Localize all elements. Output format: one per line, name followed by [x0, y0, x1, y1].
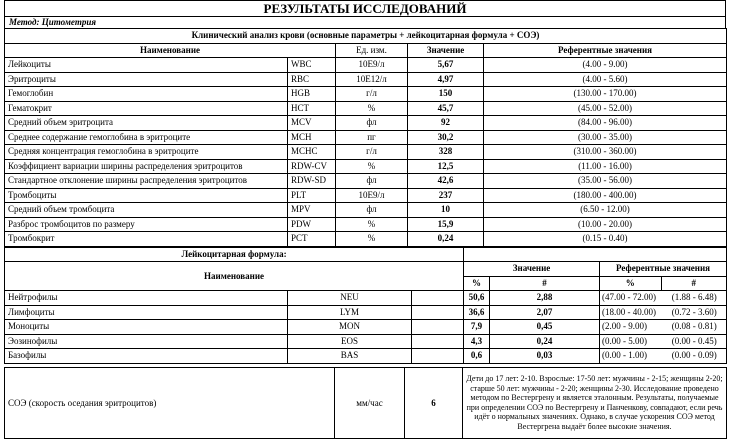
param-reference: (310.00 - 360.00)	[484, 145, 727, 160]
param-code: MCHC	[288, 145, 336, 160]
param-value: 0,24	[408, 232, 484, 247]
leuko-pct: 36,6	[464, 305, 490, 320]
method-label: Метод: Цитометрия	[4, 17, 726, 28]
leuko-header-reference: Референтные значения	[600, 262, 727, 277]
leuko-abs: 2,88	[490, 291, 600, 306]
header-value: Значение	[408, 43, 484, 58]
param-code: MCH	[288, 130, 336, 145]
param-reference: (0.15 - 0.40)	[484, 232, 727, 247]
leuko-code: EOS	[288, 334, 412, 349]
param-reference: (4.00 - 9.00)	[484, 58, 727, 73]
param-value: 237	[408, 188, 484, 203]
leuko-name: Моноциты	[5, 320, 288, 335]
table-row	[5, 72, 727, 87]
param-code: WBC	[288, 58, 336, 73]
table-row	[5, 203, 727, 218]
leuko-name: Нейтрофилы	[5, 291, 288, 306]
param-value: 92	[408, 116, 484, 131]
param-reference: (35.00 - 56.00)	[484, 174, 727, 189]
table-row	[5, 159, 727, 174]
table-row	[5, 174, 727, 189]
param-code: RDW-CV	[288, 159, 336, 174]
table-row	[5, 291, 727, 306]
table-row	[5, 334, 727, 349]
param-reference: (130.00 - 170.00)	[484, 87, 727, 102]
param-unit: фл	[336, 116, 408, 131]
results-page	[4, 0, 726, 439]
param-code: PCT	[288, 232, 336, 247]
param-value: 15,9	[408, 217, 484, 232]
param-name: Средний объем тромбоцита	[5, 203, 288, 218]
esr-table	[4, 367, 727, 439]
leuko-name: Базофилы	[5, 349, 288, 364]
param-value: 5,67	[408, 58, 484, 73]
param-reference: (180.00 - 400.00)	[484, 188, 727, 203]
param-name: Тромбоциты	[5, 188, 288, 203]
main-results-body	[5, 58, 727, 247]
leuko-abs: 2,07	[490, 305, 600, 320]
leuko-abs: 0,03	[490, 349, 600, 364]
header-reference: Референтные значения	[484, 43, 727, 58]
table-row	[5, 232, 727, 247]
esr-value: 6	[405, 367, 463, 438]
esr-note: Дети до 17 лет: 2-10. Взрослые: 17-50 лет: мужчины - 2-15; женщины 2-20; старше 50 лет: мужчины - 2-20; женщины 2-30. Исследование проведено методом по Вестергрену и является эталонным. Результаты, получаемые при определении СОЭ по Вестергрену и Панченкову, совпадают, если речь идёт о нормальных значениях. Однако, в случае ускорения СОЭ метод Вестергрена выдаёт более высокие значения.	[463, 367, 727, 438]
param-reference: (45.00 - 52.00)	[484, 101, 727, 116]
header-unit: Ед. изм.	[336, 43, 408, 58]
param-value: 12,5	[408, 159, 484, 174]
leuko-abs: 0,45	[490, 320, 600, 335]
param-name: Лейкоциты	[5, 58, 288, 73]
header-name: Наименование	[5, 43, 336, 58]
main-results-table	[4, 28, 727, 247]
param-value: 45,7	[408, 101, 484, 116]
param-unit: пг	[336, 130, 408, 145]
param-name: Стандартное отклонение ширины распределения эритроцитов	[5, 174, 288, 189]
leuko-header-value: Значение	[464, 262, 600, 277]
leuko-header-pct: %	[464, 276, 490, 291]
section-title: Клинический анализ крови (основные параметры + лейкоцитарная формула + СОЭ)	[5, 29, 727, 44]
param-name: Среднее содержание гемоглобина в эритроците	[5, 130, 288, 145]
leuko-ref-pct: (0.00 - 5.00)	[602, 335, 648, 346]
param-unit: %	[336, 232, 408, 247]
page-title: РЕЗУЛЬТАТЫ ИССЛЕДОВАНИЙ	[4, 0, 726, 17]
param-name: Тромбокрит	[5, 232, 288, 247]
table-row	[5, 101, 727, 116]
leuko-header-abs: #	[490, 276, 600, 291]
table-row	[5, 349, 727, 364]
leuko-ref-abs: (0.08 - 0.81)	[671, 321, 717, 332]
param-reference: (11.00 - 16.00)	[484, 159, 727, 174]
leuko-ref-abs: (0.00 - 0.09)	[671, 350, 717, 361]
param-name: Эритроциты	[5, 72, 288, 87]
leuko-ref-abs-header: #	[691, 277, 697, 288]
param-reference: (10.00 - 20.00)	[484, 217, 727, 232]
leuko-ref-abs: (1.88 - 6.48)	[671, 292, 717, 303]
leuko-code: BAS	[288, 349, 412, 364]
param-unit: г/л	[336, 87, 408, 102]
param-value: 328	[408, 145, 484, 160]
param-reference: (84.00 - 96.00)	[484, 116, 727, 131]
leuko-ref-abs: (0.72 - 3.60)	[671, 306, 717, 317]
table-row	[5, 58, 727, 73]
leuko-ref-pct: (18.00 - 40.00)	[602, 306, 657, 317]
esr-name: СОЭ (скорость оседания эритроцитов)	[5, 367, 335, 438]
param-code: RBC	[288, 72, 336, 87]
leuko-code: LYM	[288, 305, 412, 320]
param-reference: (4.00 - 5.60)	[484, 72, 727, 87]
leuko-code: NEU	[288, 291, 412, 306]
leuko-table	[4, 247, 727, 364]
param-unit: 10E12/л	[336, 72, 408, 87]
table-row	[5, 188, 727, 203]
param-code: PDW	[288, 217, 336, 232]
leuko-name: Эозинофилы	[5, 334, 288, 349]
leuko-body	[5, 291, 727, 364]
leuko-ref-pct-header: %	[600, 277, 661, 290]
table-row	[5, 116, 727, 131]
param-value: 30,2	[408, 130, 484, 145]
param-code: HGB	[288, 87, 336, 102]
leuko-pct: 0,6	[464, 349, 490, 364]
leuko-name: Лимфоциты	[5, 305, 288, 320]
param-unit: фл	[336, 203, 408, 218]
leuko-abs: 0,24	[490, 334, 600, 349]
param-name: Средняя концентрация гемоглобина в эритроците	[5, 145, 288, 160]
param-name: Разброс тромбоцитов по размеру	[5, 217, 288, 232]
param-unit: %	[336, 159, 408, 174]
param-value: 150	[408, 87, 484, 102]
table-row	[5, 217, 727, 232]
param-unit: г/л	[336, 145, 408, 160]
leuko-ref-pct: (47.00 - 72.00)	[602, 292, 657, 303]
param-reference: (6.50 - 12.00)	[484, 203, 727, 218]
leuko-pct: 4,3	[464, 334, 490, 349]
leuko-title: Лейкоцитарная формула:	[5, 247, 464, 262]
param-value: 42,6	[408, 174, 484, 189]
param-code: HCT	[288, 101, 336, 116]
param-name: Коэффициент вариации ширины распределения эритроцитов	[5, 159, 288, 174]
param-reference: (30.00 - 35.00)	[484, 130, 727, 145]
leuko-ref-pct: (2.00 - 9.00)	[602, 321, 648, 332]
param-value: 4,97	[408, 72, 484, 87]
param-value: 10	[408, 203, 484, 218]
leuko-ref-abs: (0.00 - 0.45)	[671, 335, 717, 346]
param-unit: 10E9/л	[336, 188, 408, 203]
param-unit: %	[336, 217, 408, 232]
param-code: MPV	[288, 203, 336, 218]
table-row	[5, 145, 727, 160]
param-unit: фл	[336, 174, 408, 189]
param-unit: 10E9/л	[336, 58, 408, 73]
leuko-pct: 7,9	[464, 320, 490, 335]
param-name: Средний объем эритроцита	[5, 116, 288, 131]
param-code: MCV	[288, 116, 336, 131]
param-name: Гематокрит	[5, 101, 288, 116]
leuko-code: MON	[288, 320, 412, 335]
table-row	[5, 87, 727, 102]
leuko-pct: 50,6	[464, 291, 490, 306]
param-code: RDW-SD	[288, 174, 336, 189]
param-code: PLT	[288, 188, 336, 203]
table-row	[5, 320, 727, 335]
table-row	[5, 305, 727, 320]
param-unit: %	[336, 101, 408, 116]
leuko-header-name: Наименование	[5, 262, 464, 291]
param-name: Гемоглобин	[5, 87, 288, 102]
leuko-ref-pct: (0.00 - 1.00)	[602, 350, 648, 361]
table-row	[5, 130, 727, 145]
esr-unit: мм/час	[335, 367, 405, 438]
